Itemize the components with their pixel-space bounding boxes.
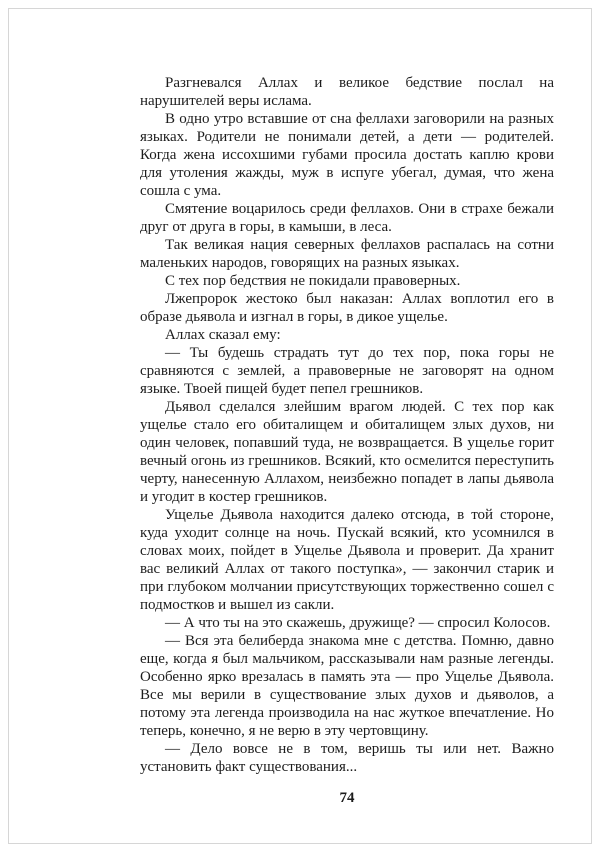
paragraph: В одно утро вставшие от сна феллахи заговорили на разных языках. Родители не понимали детей, а дети — родителей. Когда жена иссохшими губами просила достать каплю крови для утоления жажды, муж в испуге убегал, думая, что жена сошла с ума.: [140, 111, 554, 199]
paragraph: Разгневался Аллах и великое бедствие послал на нарушителей веры ислама.: [140, 75, 554, 109]
page-number: 74: [339, 790, 355, 806]
paragraph: С тех пор бедствия не покидали правоверных.: [165, 273, 461, 289]
paragraph: Лжепророк жестоко был наказан: Аллах воплотил его в образе дьявола и изгнал в горы, в дикое ущелье.: [140, 291, 554, 325]
paragraph: Так великая нация северных феллахов распалась на сотни маленьких народов, говорящих на разных языках.: [140, 237, 554, 271]
paragraph: — Ты будешь страдать тут до тех пор, пока горы не сравняются с землей, а правоверные не заговорят на одном языке. Твоей пищей будет пепел грешников.: [140, 345, 554, 397]
text-column: [140, 74, 554, 776]
paragraph: — Вся эта белиберда знакома мне с детства. Помню, давно еще, когда я был мальчиком, рассказывали нам разные легенды. Особенно ярко врезалась в память эта — про Ущелье Дьявола. Все мы верили в существование злых духов и дьяволов, а потому эта легенда производила на нас жуткое впечатление. Но теперь, конечно, я не верю в эту чертовщину.: [140, 633, 554, 739]
paragraph: Ущелье Дьявола находится далеко отсюда, в той стороне, куда уходит солнце на ночь. Пускай всякий, кто усомнился в словах моих, пойдет в Ущелье Дьявола и проверит. Да хранит вас великий Аллах от такого поступка», — закончил старик и при глубоком молчании присутствующих торжественно сошел с подмостков и вышел из сакли.: [140, 507, 554, 613]
paragraph: — Дело вовсе не в том, веришь ты или нет. Важно установить факт существования...: [140, 741, 554, 775]
paragraph: Смятение воцарилось среди феллахов. Они в страхе бежали друг от друга в горы, в камыши, в леса.: [140, 201, 554, 235]
paragraph: Дьявол сделался злейшим врагом людей. С тех пор как ущелье стало его обиталищем и обиталищем злых духов, ни один человек, попавший туда, не возвращается. В ущелье горит вечный огонь из грешников. Всякий, кто осмелится переступить черту, нанесенную Аллахом, неизбежно попадет в лапы дьявола и угодит в костер грешников.: [140, 399, 554, 505]
paragraph: Аллах сказал ему:: [165, 327, 281, 343]
paragraph: — А что ты на это скажешь, дружище? — спросил Колосов.: [165, 615, 551, 631]
